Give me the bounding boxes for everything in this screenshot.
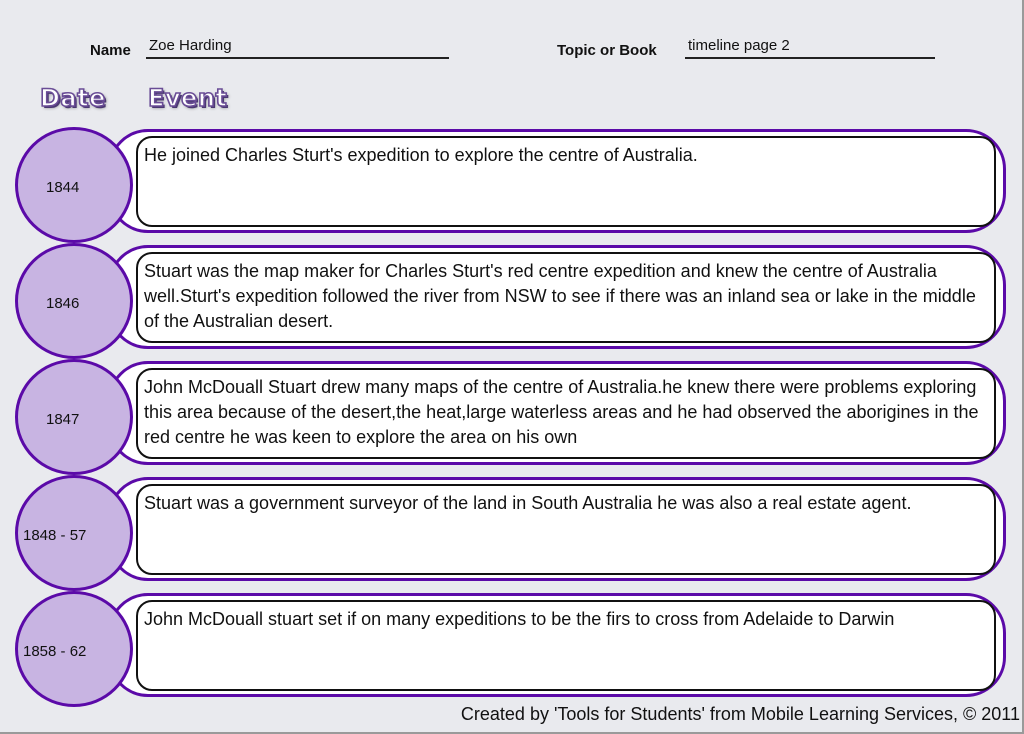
name-label: Name: [90, 42, 131, 59]
timeline-row: [0, 129, 1024, 247]
name-field[interactable]: Zoe Harding: [146, 38, 449, 59]
date-text: 1847: [46, 411, 80, 428]
topic-field[interactable]: timeline page 2: [685, 38, 935, 59]
date-text: 1848 - 57: [23, 527, 87, 544]
event-column-heading: Event: [148, 84, 228, 112]
timeline-row: [0, 245, 1024, 363]
event-text-field[interactable]: John McDouall Stuart drew many maps of the centre of Australia.he knew there were problems exploring this area because of the desert,the heat,large waterless areas and he had observed the aborigines in the red centre he was keen to explore the area on his own: [136, 368, 996, 459]
event-text-field[interactable]: Stuart was the map maker for Charles Sturt's red centre expedition and knew the centre of Australia well.Sturt's expedition followed the river from NSW to see if there was an inland sea or lake in the middle of the Australian desert.: [136, 252, 996, 343]
date-column-heading: Date: [40, 84, 106, 112]
timeline-row: [0, 361, 1024, 479]
event-text-field[interactable]: Stuart was a government surveyor of the land in South Australia he was also a real estate agent.: [136, 484, 996, 575]
topic-label: Topic or Book: [557, 42, 657, 59]
footer-credit: Created by 'Tools for Students' from Mobile Learning Services, © 2011: [460, 704, 1020, 724]
date-text: 1846: [46, 295, 80, 312]
event-text-field[interactable]: John McDouall stuart set if on many expeditions to be the firs to cross from Adelaide to Darwin: [136, 600, 996, 691]
timeline-row: [0, 477, 1024, 595]
event-text-field[interactable]: He joined Charles Sturt's expedition to explore the centre of Australia.: [136, 136, 996, 227]
date-text: 1844: [46, 179, 80, 196]
date-text: 1858 - 62: [23, 643, 87, 660]
timeline-row: [0, 593, 1024, 711]
